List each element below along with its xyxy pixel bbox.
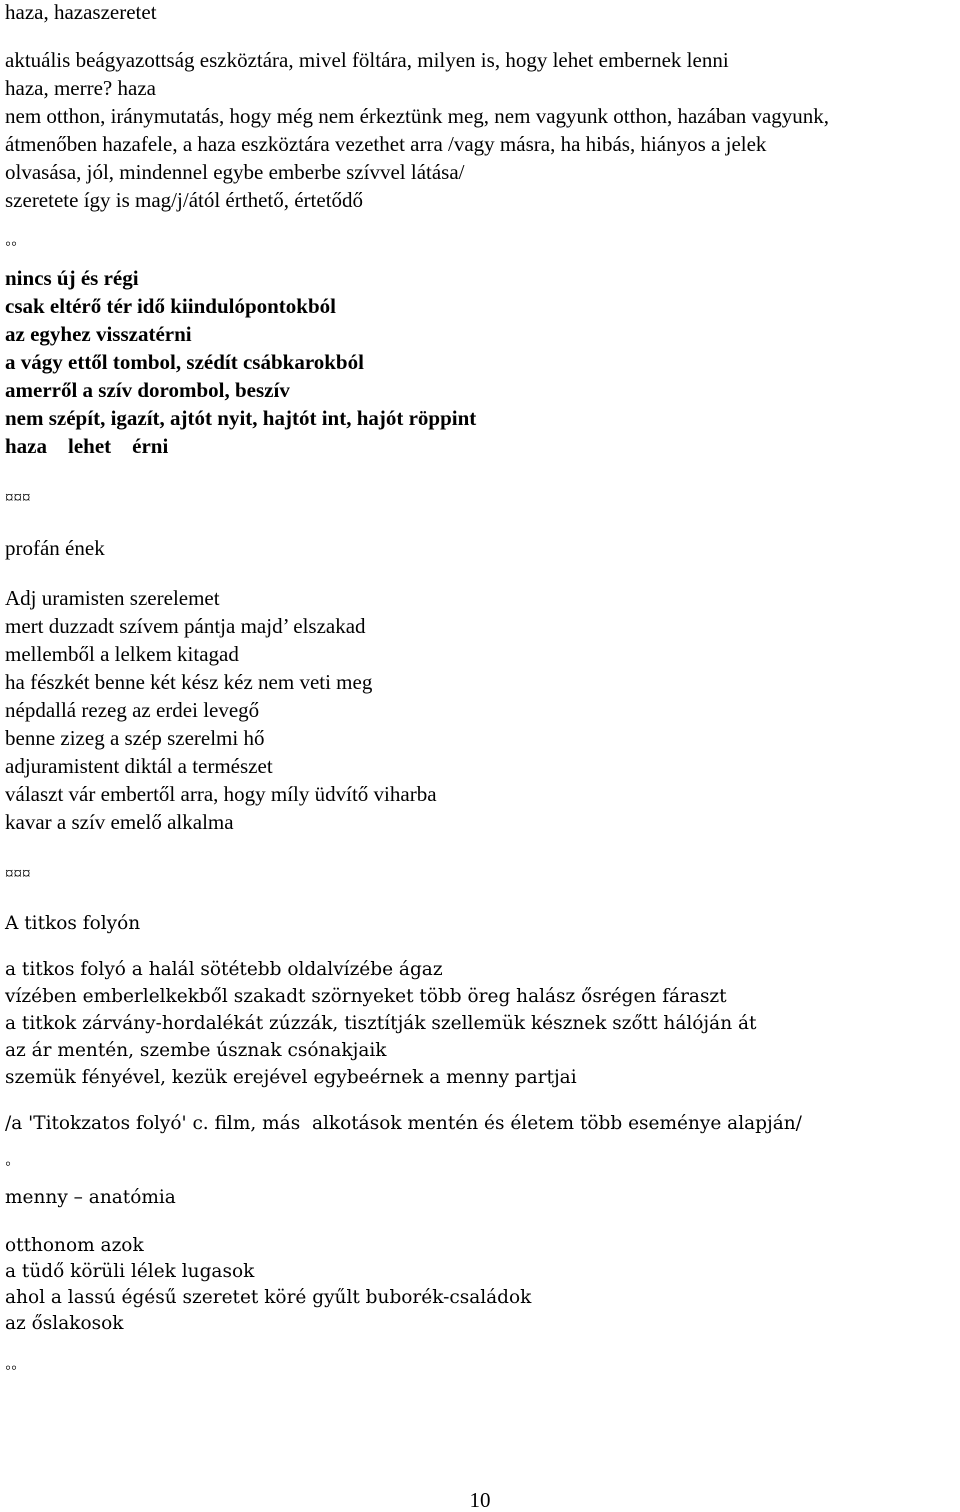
poem-line: a tüdő körüli lélek lugasok (5, 1261, 255, 1282)
poem-line: mellemből a lelkem kitagad (5, 642, 239, 666)
poem-line: mert duzzadt szívem pántja majd’ elszakad (5, 614, 366, 638)
poem-line: választ vár embertől arra, hogy míly üdvítő viharba (5, 782, 437, 806)
poem-line: benne zizeg a szép szerelmi hő (5, 726, 265, 750)
paragraph-line: nem otthon, iránymutatás, hogy még nem érkeztünk meg, nem vagyunk otthon, hazában vagyunk, (5, 104, 830, 128)
poem-line: a titkok zárvány-hordalékát zúzzák, tisztítják szellemük késznek szőtt hálóján át (5, 1013, 757, 1034)
poem-line: a vágy ettől tombol, szédít csábkarokból (5, 350, 364, 374)
poem-line: az egyhez visszatérni (5, 322, 192, 346)
poem-line: csak eltérő tér idő kiindulópontokból (5, 294, 336, 318)
poem-note: /a 'Titokzatos folyó' c. film, más alkotások mentén és életem több eseménye alapján/ (5, 1113, 802, 1134)
poem-line: haza lehet érni (5, 434, 169, 458)
ornament-divider: ◦◦ (5, 1358, 18, 1377)
poem-line: nem szépít, igazít, ajtót nyit, hajtót int, hajót röppint (5, 406, 477, 430)
paragraph-line: aktuális beágyazottság eszköztára, mivel föltára, milyen is, hogy lehet embernek lenni (5, 48, 729, 72)
poem-title: menny – anatómia (5, 1187, 176, 1208)
poem-line: a titkos folyó a halál sötétebb oldalvízébe ágaz (5, 959, 443, 980)
section-title: haza, hazaszeretet (5, 0, 157, 24)
poem-line: amerről a szív dorombol, beszív (5, 378, 290, 402)
paragraph-line: átmenőben hazafele, a haza eszköztára vezethet arra /vagy másra, ha hibás, hiányos a jelek (5, 132, 767, 156)
poem-line: vízében emberlelkekből szakadt szörnyeket több öreg halász ősrégen fáraszt (5, 986, 727, 1007)
poem-line: otthonom azok (5, 1235, 144, 1256)
poem-line: ha fészkét benne két kész kéz nem veti meg (5, 670, 373, 694)
poem-line: az ár mentén, szembe úsznak csónakjaik (5, 1040, 387, 1061)
ornament-divider: ◦◦ (5, 234, 18, 253)
poem-line: szemük fényével, kezük erejével egybeérnek a menny partjai (5, 1067, 577, 1088)
paragraph-line: haza, merre? haza (5, 76, 156, 100)
poem-title: profán ének (5, 536, 105, 560)
poem-line: Adj uramisten szerelemet (5, 586, 220, 610)
page-number: 10 (469, 1488, 491, 1512)
poem-line: adjuramistent diktál a természet (5, 754, 273, 778)
poem-line: kavar a szív emelő alkalma (5, 810, 234, 834)
poem-line: népdallá rezeg az erdei levegő (5, 698, 260, 722)
poem-line: az őslakosok (5, 1313, 124, 1334)
poem-line: nincs új és régi (5, 266, 139, 290)
ornament-divider: ¤¤¤ (5, 864, 31, 883)
paragraph-line: szeretete így is mag/j/ától érthető, értetődő (5, 188, 364, 212)
poem-title: A titkos folyón (5, 913, 141, 934)
paragraph-line: olvasása, jól, mindennel egybe emberbe szívvel látása/ (5, 160, 465, 184)
ornament-divider: ¤¤¤ (5, 488, 31, 507)
ornament-divider: ◦ (5, 1154, 12, 1173)
poem-line: ahol a lassú égésű szeretet köré gyűlt buborék-családok (5, 1287, 532, 1308)
